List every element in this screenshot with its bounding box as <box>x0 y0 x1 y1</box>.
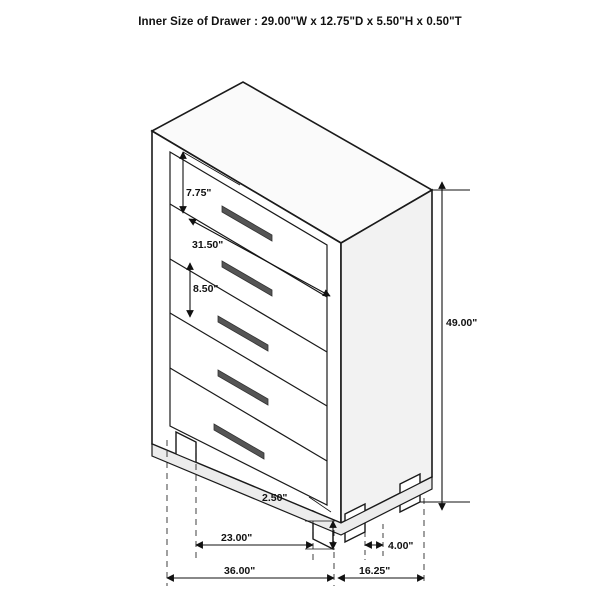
dim-label-2-50: 2.50" <box>262 492 288 504</box>
dim-label-23-00: 23.00" <box>221 532 253 544</box>
dim-label-16-25: 16.25" <box>359 565 391 577</box>
dim-label-4-00: 4.00" <box>388 540 414 552</box>
cabinet-body <box>152 82 432 549</box>
cabinet-side-panel <box>341 190 432 523</box>
page-title: Inner Size of Drawer : 29.00"W x 12.75"D x 5.50"H x 0.50"T <box>138 16 462 28</box>
dim-label-7-75: 7.75" <box>186 187 212 199</box>
dim-label-36-00: 36.00" <box>224 565 256 577</box>
dim-label-49-00: 49.00" <box>446 317 478 329</box>
dim-leg-width <box>365 524 413 560</box>
dim-label-31-50: 31.50" <box>192 239 224 251</box>
dim-label-8-50: 8.50" <box>193 283 219 295</box>
